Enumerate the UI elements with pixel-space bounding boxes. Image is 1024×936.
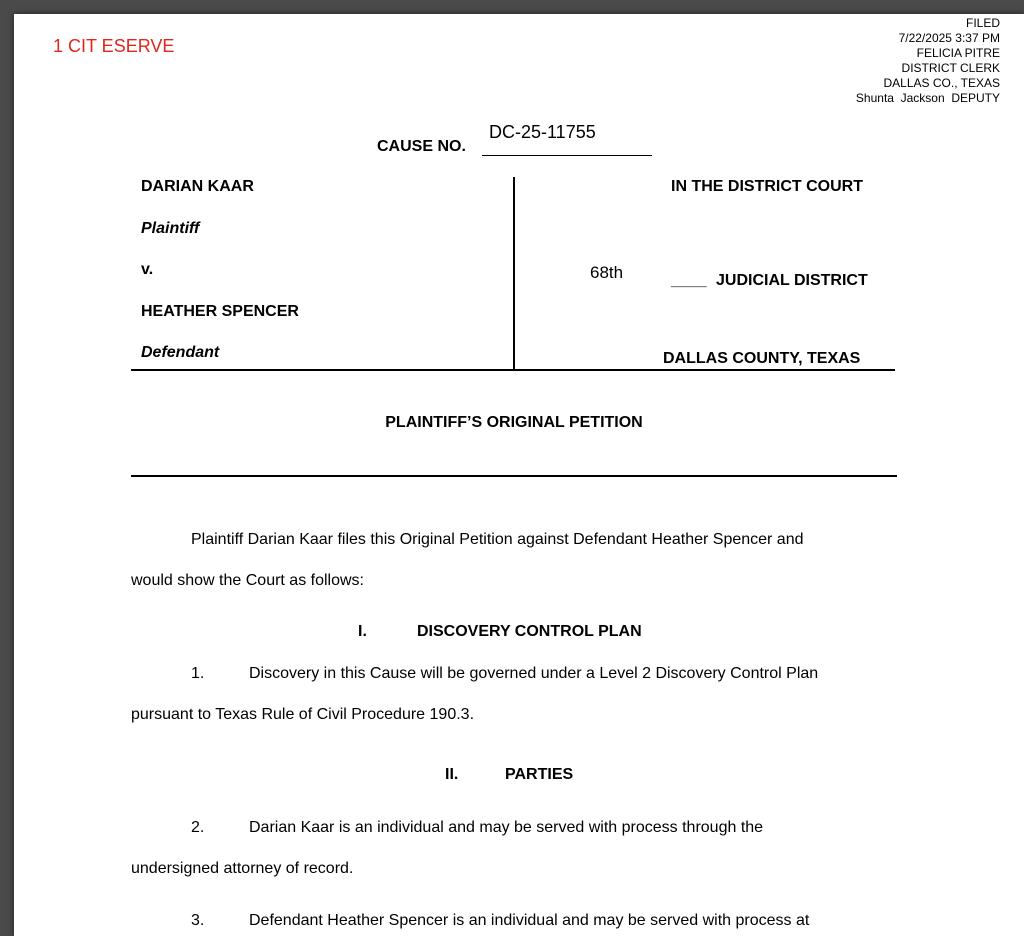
filed-line: FELICIA PITRE [916,46,1000,60]
eserve-stamp: 1 CIT ESERVE [53,36,175,56]
document-title: PLAINTIFF’S ORIGINAL PETITION [385,414,643,431]
filed-line: DALLAS CO., TEXAS [883,76,1000,90]
paragraph-line: Discovery in this Cause will be governed under a Level 2 Discovery Control Plan [249,665,819,682]
versus-label: v. [141,261,154,278]
cause-underline [482,155,652,156]
plaintiff-name: DARIAN KAAR [141,178,254,195]
document-page [14,14,1024,936]
paragraph-line: Defendant Heather Spencer is an individual and may be served with process at [249,912,810,929]
judicial-district-label: JUDICIAL DISTRICT [716,272,868,289]
section-numeral: II. [445,766,459,783]
court-label: IN THE DISTRICT COURT [671,178,863,195]
plaintiff-role: Plaintiff [141,220,200,237]
paragraph-line: pursuant to Texas Rule of Civil Procedure 190.3. [131,706,475,723]
section-title: PARTIES [505,766,574,783]
cause-label: CAUSE NO. [377,138,466,155]
paragraph-2 [131,807,897,889]
defendant-role: Defendant [141,344,220,361]
district-blank: ____ [671,272,707,289]
title-rule [131,475,897,477]
intro-line: would show the Court as follows: [131,572,364,589]
paragraph-number: 2. [191,819,205,836]
defendant-name: HEATHER SPENCER [141,303,299,320]
filed-stamp [856,16,1000,106]
section-numeral: I. [358,623,367,640]
section-title: DISCOVERY CONTROL PLAN [417,623,642,640]
filed-line: FILED [965,16,1000,30]
paragraph-line: Darian Kaar is an individual and may be served with process through the [249,819,764,836]
paragraph-number: 1. [191,665,205,682]
paragraph-line: undersigned attorney of record. [131,860,354,877]
caption-bottom-rule [131,369,895,371]
district-number: 68th [590,263,624,282]
intro-paragraph [131,519,897,601]
paragraph-3 [131,900,897,936]
cause-number: DC-25-11755 [489,122,596,142]
county-label: DALLAS COUNTY, TEXAS [663,350,861,367]
filed-line: Shunta Jackson DEPUTY [855,91,1000,105]
caption-divider [513,177,515,370]
filed-line: 7/22/2025 3:37 PM [898,31,1000,45]
paragraph-number: 3. [191,912,205,929]
intro-line: Plaintiff Darian Kaar files this Original Petition against Defendant Heather Spencer and [191,531,804,548]
filed-line: DISTRICT CLERK [901,61,1000,75]
paragraph-1 [131,653,897,735]
